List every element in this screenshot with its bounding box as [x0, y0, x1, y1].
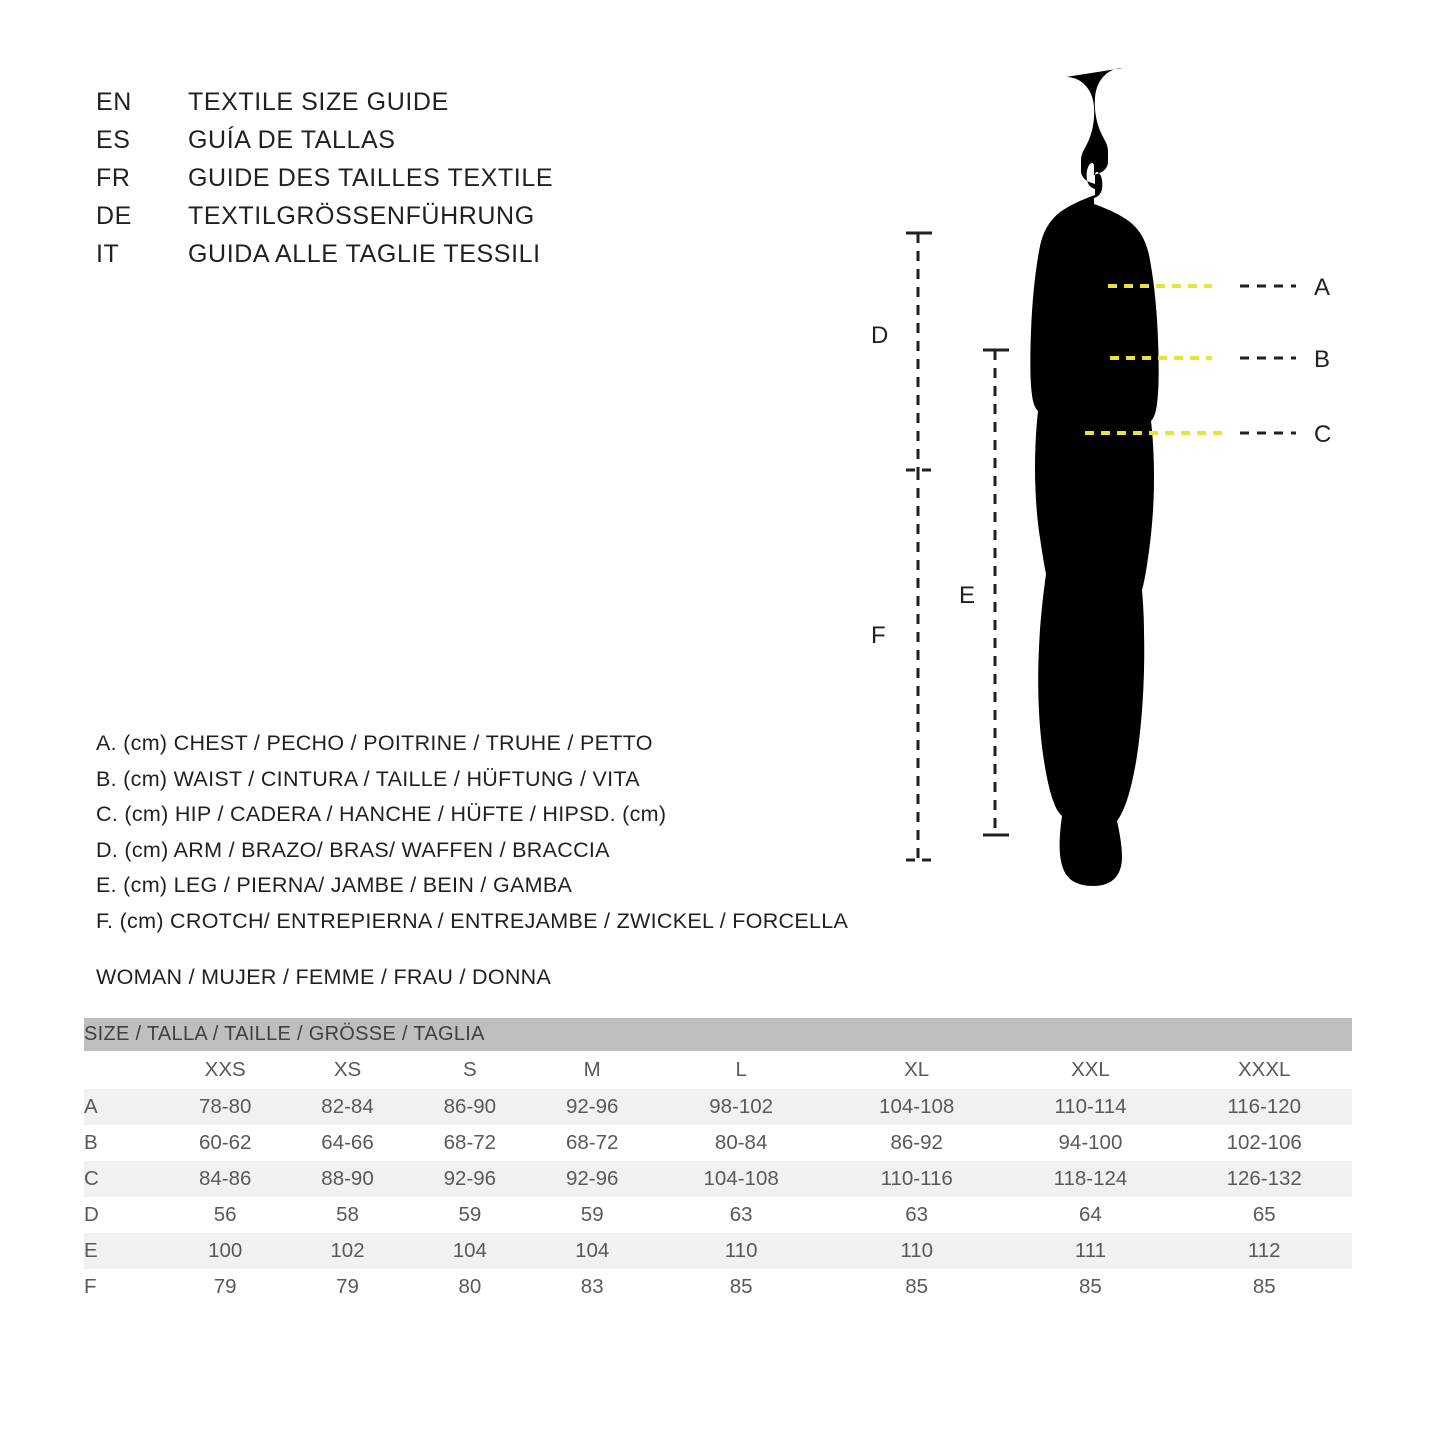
cell-c-xxs: 84-86: [164, 1161, 286, 1197]
label-e: E: [959, 582, 976, 609]
title-row-fr: [96, 164, 736, 202]
legend-row-e: E. (cm) LEG / PIERNA/ JAMBE / BEIN / GAMBA: [96, 873, 573, 897]
cell-f-xxs: 79: [164, 1269, 286, 1305]
cell-c-l: 104-108: [653, 1161, 829, 1197]
cell-a-s: 86-90: [409, 1089, 531, 1125]
cell-b-m: 68-72: [531, 1125, 653, 1161]
cell-c-xxl: 118-124: [1004, 1161, 1176, 1197]
leg-bracket-e: [983, 350, 1009, 835]
title-row-en: [96, 88, 736, 126]
row-label-a: A: [84, 1089, 164, 1125]
legend-row-a: A. (cm) CHEST / PECHO / POITRINE / TRUHE / PETTO: [96, 731, 653, 755]
cell-a-xxs: 78-80: [164, 1089, 286, 1125]
title-lang-de: DE: [96, 202, 132, 230]
cell-e-s: 104: [409, 1233, 531, 1269]
col-head-xl: XL: [904, 1058, 930, 1081]
cell-d-xs: 58: [286, 1197, 408, 1233]
legend-row-f: F. (cm) CROTCH/ ENTREPIERNA / ENTREJAMBE / ZWICKEL / FORCELLA: [96, 908, 849, 933]
cell-b-s: 68-72: [409, 1125, 531, 1161]
cell-e-xl: 110: [829, 1233, 1005, 1269]
cell-e-xs: 102: [286, 1233, 408, 1269]
cell-d-xxs: 56: [164, 1197, 286, 1233]
title-lang-es: ES: [96, 126, 131, 154]
col-head-blank: [84, 1051, 164, 1089]
cell-d-xl: 63: [829, 1197, 1005, 1233]
table-row: [84, 1269, 1352, 1305]
row-label-c: C: [84, 1161, 164, 1197]
table-row: [84, 1197, 1352, 1233]
legend-row-c: C. (cm) HIP / CADERA / HANCHE / HÜFTE / HIPSD. (cm): [96, 802, 667, 826]
title-block: [96, 88, 736, 278]
title-row-es: [96, 126, 736, 164]
cell-e-xxs: 100: [164, 1233, 286, 1269]
cell-f-xl: 85: [829, 1269, 1005, 1305]
arm-bracket-d: [906, 233, 932, 470]
title-row-it: [96, 240, 736, 278]
cell-b-xxxl: 102-106: [1176, 1125, 1352, 1161]
cell-c-xl: 110-116: [829, 1161, 1005, 1197]
col-head-xxs: XXS: [204, 1058, 246, 1081]
cell-f-xxxl: 85: [1176, 1269, 1352, 1305]
title-text-en: TEXTILE SIZE GUIDE: [188, 88, 449, 116]
cell-b-l: 80-84: [653, 1125, 829, 1161]
cell-b-xs: 64-66: [286, 1125, 408, 1161]
col-head-xs: XS: [333, 1058, 362, 1081]
cell-c-s: 92-96: [409, 1161, 531, 1197]
table-row: [84, 1233, 1352, 1269]
legend-row-b: B. (cm) WAIST / CINTURA / TAILLE / HÜFTUNG / VITA: [96, 766, 640, 791]
cell-a-xs: 82-84: [286, 1089, 408, 1125]
cell-c-m: 92-96: [531, 1161, 653, 1197]
row-label-f: F: [84, 1269, 164, 1305]
table-row: [84, 1089, 1352, 1125]
cell-b-xxs: 60-62: [164, 1125, 286, 1161]
cell-f-xs: 79: [286, 1269, 408, 1305]
col-head-m: M: [583, 1058, 601, 1081]
cell-b-xl: 86-92: [829, 1125, 1005, 1161]
title-lang-fr: FR: [96, 164, 131, 192]
cell-f-s: 80: [409, 1269, 531, 1305]
col-head-xxl: XXL: [1071, 1058, 1110, 1081]
cell-d-s: 59: [409, 1197, 531, 1233]
table-header-band: [84, 1018, 1352, 1051]
measurement-figure: [840, 50, 1400, 910]
table-column-headers: [84, 1051, 1352, 1089]
cell-f-l: 85: [653, 1269, 829, 1305]
row-label-b: B: [84, 1125, 164, 1161]
cell-c-xxxl: 126-132: [1176, 1161, 1352, 1197]
cell-d-m: 59: [531, 1197, 653, 1233]
label-b: B: [1314, 346, 1331, 373]
col-head-s: S: [463, 1058, 477, 1081]
gender-label: WOMAN / MUJER / FEMME / FRAU / DONNA: [96, 965, 552, 989]
cell-a-xl: 104-108: [829, 1089, 1005, 1125]
table-band-label: SIZE / TALLA / TAILLE / GRÖSSE / TAGLIA: [84, 1018, 1352, 1051]
table-row: [84, 1125, 1352, 1161]
label-a: A: [1314, 274, 1331, 301]
title-text-fr: GUIDE DES TAILLES TEXTILE: [188, 164, 554, 192]
cell-b-xxl: 94-100: [1004, 1125, 1176, 1161]
cell-e-m: 104: [531, 1233, 653, 1269]
title-text-it: GUIDA ALLE TAGLIE TESSILI: [188, 240, 541, 268]
figure-svg: [840, 50, 1400, 910]
title-row-de: [96, 202, 736, 240]
cell-e-xxxl: 112: [1176, 1233, 1352, 1269]
cell-e-l: 110: [653, 1233, 829, 1269]
label-f: F: [871, 622, 886, 649]
title-text-de: TEXTILGRÖSSENFÜHRUNG: [188, 202, 535, 230]
label-c: C: [1314, 421, 1332, 448]
cell-a-m: 92-96: [531, 1089, 653, 1125]
cell-a-xxxl: 116-120: [1176, 1089, 1352, 1125]
table-row: [84, 1161, 1352, 1197]
cell-a-xxl: 110-114: [1004, 1089, 1176, 1125]
title-lang-it: IT: [96, 240, 120, 268]
cell-c-xs: 88-90: [286, 1161, 408, 1197]
title-text-es: GUÍA DE TALLAS: [188, 126, 396, 154]
title-lang-en: EN: [96, 88, 132, 116]
row-label-d: D: [84, 1197, 164, 1233]
woman-silhouette-icon: [1030, 68, 1158, 886]
label-d: D: [871, 322, 889, 349]
col-head-xxxl: XXXL: [1238, 1058, 1291, 1081]
cell-d-l: 63: [653, 1197, 829, 1233]
col-head-l: L: [735, 1058, 747, 1081]
cell-e-xxl: 111: [1004, 1233, 1176, 1269]
size-table: [84, 1018, 1352, 1305]
row-label-e: E: [84, 1233, 164, 1269]
cell-f-m: 83: [531, 1269, 653, 1305]
cell-d-xxl: 64: [1004, 1197, 1176, 1233]
cell-d-xxxl: 65: [1176, 1197, 1352, 1233]
legend-row-d: D. (cm) ARM / BRAZO/ BRAS/ WAFFEN / BRACCIA: [96, 837, 610, 862]
cell-a-l: 98-102: [653, 1089, 829, 1125]
measurement-legend: [96, 726, 916, 939]
silhouette-body: [1030, 68, 1158, 886]
cell-f-xxl: 85: [1004, 1269, 1176, 1305]
